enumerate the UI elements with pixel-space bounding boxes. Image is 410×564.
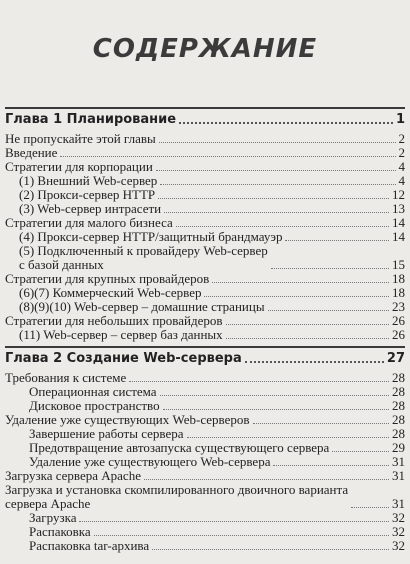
entry-title: Удаление уже существующего Web-сервера: [29, 454, 271, 469]
leader-dots: [204, 296, 389, 297]
toc-entry[interactable]: [5, 174, 405, 188]
entry-title: Загрузка сервера Apache: [5, 468, 141, 483]
page-number: 18: [392, 271, 405, 286]
leader-dots: [152, 549, 389, 550]
page-number: 32: [392, 538, 405, 553]
toc-entry[interactable]: [5, 132, 405, 146]
leader-dots: [187, 437, 389, 438]
page-number: 29: [392, 440, 405, 455]
leader-dots: [164, 212, 389, 213]
entry-title-line1: (5) Подключенный к провайдеру Web-сервер: [19, 243, 268, 258]
page-number: 28: [392, 426, 405, 441]
entry-title: Операционная система: [29, 384, 157, 399]
toc-entry[interactable]: [5, 399, 405, 413]
entry-title: (2) Прокси-сервер HTTP: [19, 187, 156, 202]
entry-title: [5, 483, 348, 511]
page-number: 14: [392, 229, 405, 244]
leader-dots: [163, 409, 389, 410]
toc-entry[interactable]: [5, 385, 405, 399]
page-number: 2: [398, 131, 405, 146]
page-number: 28: [392, 384, 405, 399]
entry-title: Стратегии для крупных провайдеров: [5, 271, 210, 286]
leader-dots: [226, 324, 389, 325]
toc-entry[interactable]: [5, 371, 405, 385]
leader-dots: [144, 479, 389, 480]
toc-entry[interactable]: [5, 244, 405, 272]
entry-title: Завершение работы сервера: [29, 426, 184, 441]
leader-dots: [176, 226, 389, 227]
chapter-rule: [5, 346, 405, 348]
toc-entry[interactable]: [5, 413, 405, 427]
toc-entry[interactable]: [5, 188, 405, 202]
entry-title: Предотвращение автозапуска существующего сервера: [29, 440, 330, 455]
leader-dots: [179, 122, 393, 124]
page-number: 28: [392, 398, 405, 413]
page-number: 27: [386, 351, 405, 366]
leader-dots: [285, 240, 389, 241]
leader-dots: [94, 535, 389, 536]
entry-title: Дисковое пространство: [29, 398, 160, 413]
page-number: 13: [392, 201, 405, 216]
entry-title: Удаление уже существующих Web-серверов: [5, 412, 250, 427]
entry-title-line2: с базой данных: [19, 257, 104, 272]
entry-title-line2: сервера Apache: [5, 496, 91, 511]
page-number: 14: [392, 215, 405, 230]
leader-dots: [273, 465, 389, 466]
leader-dots: [156, 170, 396, 171]
entry-title: Введение: [5, 145, 58, 160]
page-number: 1: [395, 112, 405, 127]
entry-title: (4) Прокси-сервер HTTP/защитный брандмауэр: [19, 229, 283, 244]
page-number: 18: [392, 285, 405, 300]
toc-entry[interactable]: [5, 202, 405, 216]
leader-dots: [332, 451, 389, 452]
page-number: 31: [392, 454, 405, 469]
entry-title: Стратегии для корпорации: [5, 159, 153, 174]
toc-entry[interactable]: [5, 483, 405, 511]
page-number: 32: [392, 510, 405, 525]
entry-title: (6)(7) Коммерческий Web-сервер: [19, 285, 202, 300]
entry-title: Распаковка tar-архива: [29, 538, 150, 553]
entry-title: [5, 244, 268, 272]
page-number: 4: [398, 159, 405, 174]
toc-entry[interactable]: [5, 160, 405, 174]
toc-entry[interactable]: [5, 539, 405, 553]
toc-chapter-2[interactable]: [5, 352, 405, 366]
page-number: 26: [392, 313, 405, 328]
toc-entry[interactable]: [5, 146, 405, 160]
leader-dots: [60, 156, 395, 157]
entry-title: (1) Внешний Web-сервер: [19, 173, 158, 188]
toc-entry[interactable]: [5, 216, 405, 230]
page-number: 32: [392, 524, 405, 539]
toc-entry[interactable]: [5, 300, 405, 314]
page-number: 26: [392, 327, 405, 342]
entry-title: Не пропускайте этой главы: [5, 131, 156, 146]
toc-entry[interactable]: [5, 286, 405, 300]
chapter-rule: [5, 107, 405, 109]
entry-title: (11) Web-сервер – сервер баз данных: [19, 327, 223, 342]
chapter-title: Глава 1 Планирование: [5, 112, 177, 127]
chapter-title: Глава 2 Создание Web-сервера: [5, 351, 242, 366]
toc-entry[interactable]: [5, 314, 405, 328]
toc-entry[interactable]: [5, 230, 405, 244]
leader-dots: [160, 184, 395, 185]
leader-dots: [271, 268, 389, 269]
entry-title: Загрузка: [29, 510, 77, 525]
toc-entry[interactable]: [5, 441, 405, 455]
leader-dots: [158, 198, 389, 199]
leader-dots: [212, 282, 389, 283]
leader-dots: [79, 521, 389, 522]
page-number: 31: [392, 468, 405, 483]
page-number: 2: [398, 145, 405, 160]
entry-title: Стратегии для малого бизнеса: [5, 215, 173, 230]
leader-dots: [160, 395, 389, 396]
page-number: 12: [392, 187, 405, 202]
leader-dots: [226, 338, 389, 339]
leader-dots: [253, 423, 389, 424]
leader-dots: [129, 381, 389, 382]
page-number: 28: [392, 412, 405, 427]
toc-entry[interactable]: [5, 328, 405, 342]
leader-dots: [159, 142, 396, 143]
leader-dots: [268, 310, 389, 311]
entry-title: Требования к системе: [5, 370, 127, 385]
page-number: 15: [392, 257, 405, 272]
toc-entry[interactable]: [5, 427, 405, 441]
page-number: 4: [398, 173, 405, 188]
page-number: 31: [392, 496, 405, 511]
toc-entry[interactable]: [5, 525, 405, 539]
toc-entry[interactable]: [5, 272, 405, 286]
toc-entry[interactable]: [5, 469, 405, 483]
entry-title-line1: Загрузка и установка скомпилированного двоичного варианта: [5, 482, 349, 497]
entry-title: Распаковка: [29, 524, 91, 539]
page-number: 23: [392, 299, 405, 314]
leader-dots: [245, 361, 384, 363]
page-number: 28: [392, 370, 405, 385]
toc-chapter-1[interactable]: [5, 113, 405, 127]
page-title: СОДЕРЖАНИЕ: [92, 34, 318, 64]
entry-title: (8)(9)(10) Web-сервер – домашние страницы: [19, 299, 265, 314]
entry-title: Стратегии для небольших провайдеров: [5, 313, 223, 328]
leader-dots: [351, 507, 389, 508]
toc-entry[interactable]: [5, 455, 405, 469]
toc-entry[interactable]: [5, 511, 405, 525]
entry-title: (3) Web-сервер интрасети: [19, 201, 162, 216]
